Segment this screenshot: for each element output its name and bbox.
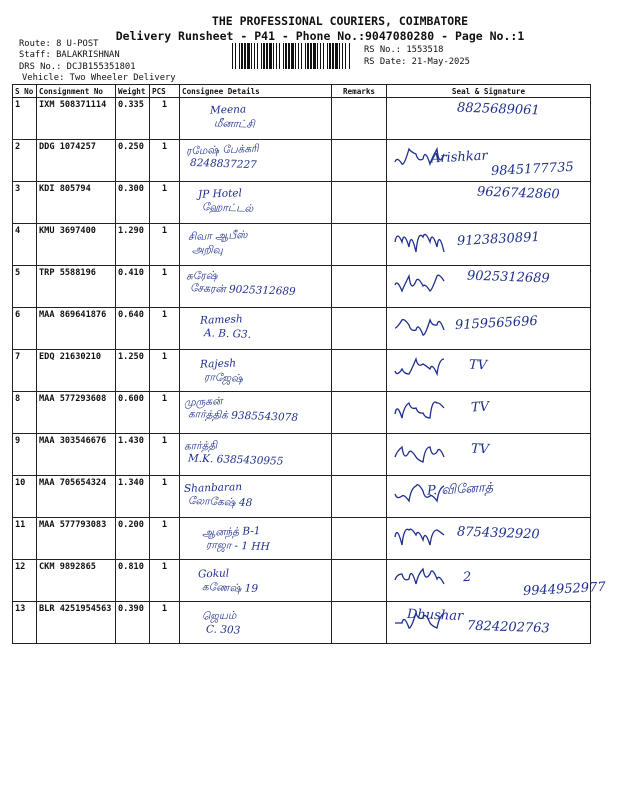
signature-handwriting: TV: [470, 399, 490, 416]
consignee-handwriting: ராஜேஷ்: [203, 371, 244, 385]
consignee-handwriting: முருகன்: [183, 395, 223, 409]
signature-handwriting: 7824202763: [466, 618, 550, 637]
consignment-cell: KDI 805794: [37, 182, 116, 224]
consignee-cell: [180, 98, 332, 140]
consignee-handwriting: லோகேஷ் 48: [187, 494, 253, 510]
signature-scribble: [393, 354, 453, 384]
consignee-cell: [180, 266, 332, 308]
pcs-cell: 1: [150, 308, 180, 350]
consignee-handwriting: சுரேஷ்: [185, 269, 218, 283]
pcs-cell: 1: [150, 476, 180, 518]
signature-handwriting: 9944952977: [522, 579, 607, 600]
consignee-handwriting: மீனாட்சி: [213, 117, 255, 131]
col-pcs: PCS: [150, 85, 180, 98]
table-row: [13, 98, 591, 140]
weight-cell: 0.410: [116, 266, 150, 308]
consignee-cell: [180, 392, 332, 434]
consignee-handwriting: Shanbaran: [183, 480, 243, 496]
weight-cell: 0.640: [116, 308, 150, 350]
col-sno: S No: [13, 85, 37, 98]
pcs-cell: 1: [150, 518, 180, 560]
remarks-cell: [332, 392, 387, 434]
consignee-handwriting: கார்த்தி: [183, 439, 218, 453]
signature-scribble: [393, 522, 453, 552]
weight-cell: 0.600: [116, 392, 150, 434]
runsheet-table: [12, 84, 607, 644]
consignee-handwriting: சேகரன் 9025312689: [189, 282, 296, 298]
signature-cell: [387, 266, 591, 308]
consignee-handwriting: ரமேஷ் பேக்கரி: [185, 142, 259, 158]
consignee-cell: [180, 560, 332, 602]
signature-cell: [387, 392, 591, 434]
sno-cell: 1: [13, 98, 37, 140]
consignee-cell: [180, 140, 332, 182]
signature-scribble: [393, 312, 453, 342]
signature-handwriting: Arishkar: [430, 148, 489, 167]
route-label: Route: 8 U-POST: [19, 39, 99, 49]
remarks-cell: [332, 518, 387, 560]
table-row: [13, 140, 591, 182]
weight-cell: 0.335: [116, 98, 150, 140]
table-row: [13, 560, 591, 602]
vehicle-label: Vehicle: Two Wheeler Delivery: [22, 73, 176, 83]
consignee-handwriting: சிவா ஆபீஸ்: [187, 228, 248, 244]
sno-cell: 10: [13, 476, 37, 518]
sno-cell: 7: [13, 350, 37, 392]
signature-handwriting: 9626742860: [476, 184, 560, 203]
signature-handwriting: 8825689061: [456, 100, 540, 119]
consignee-handwriting: 8248837227: [189, 156, 258, 172]
signature-handwriting: Dhushar: [406, 607, 464, 624]
signature-handwriting: 8754392920: [456, 524, 540, 543]
signature-scribble: [393, 564, 453, 594]
consignee-cell: [180, 182, 332, 224]
signature-cell: [387, 140, 591, 182]
col-consignment: Consignment No: [37, 85, 116, 98]
drs-label: DRS No.: DCJB155351801: [19, 62, 136, 72]
sno-cell: 9: [13, 434, 37, 476]
rs-number: RS No.: 1553518: [364, 45, 444, 55]
runsheet-title: Delivery Runsheet - P41 - Phone No.:9047080280 - Page No.:1: [115, 29, 525, 43]
consignment-cell: KMU 3697400: [37, 224, 116, 266]
consignee-cell: [180, 308, 332, 350]
consignee-handwriting: ஹோட்டல்: [201, 201, 254, 215]
weight-cell: 1.250: [116, 350, 150, 392]
remarks-cell: [332, 350, 387, 392]
pcs-cell: 1: [150, 434, 180, 476]
consignee-handwriting: Gokul: [197, 567, 230, 581]
table-row: [13, 224, 591, 266]
consignee-handwriting: அறிவு: [191, 243, 223, 257]
consignee-cell: [180, 476, 332, 518]
remarks-cell: [332, 476, 387, 518]
consignment-cell: MAA 705654324: [37, 476, 116, 518]
table-row: [13, 434, 591, 476]
weight-cell: 1.340: [116, 476, 150, 518]
signature-cell: [387, 308, 591, 350]
sno-cell: 12: [13, 560, 37, 602]
table-row: [13, 518, 591, 560]
consignee-cell: [180, 350, 332, 392]
sno-cell: 5: [13, 266, 37, 308]
staff-label: Staff: BALAKRISHNAN: [19, 50, 120, 60]
table-row: [13, 266, 591, 308]
signature-handwriting: 9123830891: [456, 229, 541, 250]
consignment-cell: MAA 869641876: [37, 308, 116, 350]
consignee-handwriting: ஜெயம்: [201, 609, 237, 623]
table-row: [13, 392, 591, 434]
rs-date: RS Date: 21-May-2025: [364, 57, 470, 67]
signature-handwriting: 9025312689: [466, 268, 550, 287]
consignee-handwriting: Ramesh: [199, 313, 243, 327]
consignee-handwriting: ராஜா - 1 HH: [205, 538, 270, 554]
consignment-cell: MAA 577793083: [37, 518, 116, 560]
consignee-handwriting: Meena: [209, 103, 247, 117]
signature-handwriting: 9159565696: [454, 313, 539, 334]
sno-cell: 3: [13, 182, 37, 224]
table-row: [13, 182, 591, 224]
consignment-cell: EDQ 21630210: [37, 350, 116, 392]
pcs-cell: 1: [150, 98, 180, 140]
consignee-handwriting: M.K. 6385430955: [187, 452, 284, 468]
signature-cell: [387, 182, 591, 224]
consignment-cell: BLR 4251954563: [37, 602, 116, 644]
weight-cell: 1.290: [116, 224, 150, 266]
consignment-cell: DDG 1074257: [37, 140, 116, 182]
pcs-cell: 1: [150, 560, 180, 602]
signature-handwriting: 9845177735: [490, 159, 575, 180]
remarks-cell: [332, 98, 387, 140]
consignment-cell: MAA 303546676: [37, 434, 116, 476]
col-remarks: Remarks: [332, 85, 387, 98]
remarks-cell: [332, 266, 387, 308]
table-row: [13, 476, 591, 518]
sno-cell: 8: [13, 392, 37, 434]
consignee-cell: [180, 224, 332, 266]
consignee-handwriting: Rajesh: [199, 357, 237, 371]
signature-handwriting: TV: [468, 357, 488, 374]
consignment-cell: CKM 9892865: [37, 560, 116, 602]
table-row: [13, 308, 591, 350]
pcs-cell: 1: [150, 140, 180, 182]
col-consignee: Consignee Details: [180, 85, 332, 98]
pcs-cell: 1: [150, 266, 180, 308]
consignee-cell: [180, 518, 332, 560]
sno-cell: 13: [13, 602, 37, 644]
signature-handwriting: TV: [470, 441, 490, 458]
table-row: [13, 602, 591, 644]
signature-scribble: [393, 228, 453, 258]
signature-handwriting: 2: [462, 569, 472, 586]
signature-cell: [387, 98, 591, 140]
weight-cell: 0.200: [116, 518, 150, 560]
consignee-handwriting: கணேஷ் 19: [201, 581, 259, 595]
signature-scribble: [393, 396, 453, 426]
pcs-cell: 1: [150, 224, 180, 266]
consignment-cell: TRP 5588196: [37, 266, 116, 308]
remarks-cell: [332, 140, 387, 182]
pcs-cell: 1: [150, 602, 180, 644]
remarks-cell: [332, 182, 387, 224]
sno-cell: 11: [13, 518, 37, 560]
consignee-handwriting: கார்த்திக் 9385543078: [187, 408, 299, 424]
remarks-cell: [332, 224, 387, 266]
signature-cell: [387, 476, 591, 518]
signature-cell: [387, 518, 591, 560]
consignee-cell: [180, 602, 332, 644]
consignee-handwriting: C. 303: [205, 623, 241, 637]
pcs-cell: 1: [150, 350, 180, 392]
signature-cell: [387, 560, 607, 602]
consignee-handwriting: A. B. G3.: [203, 327, 252, 341]
company-title: THE PROFESSIONAL COURIERS, COIMBATORE: [211, 14, 469, 28]
sno-cell: 2: [13, 140, 37, 182]
consignee-cell: [180, 434, 332, 476]
table-header-row: [13, 85, 591, 98]
weight-cell: 0.810: [116, 560, 150, 602]
consignment-cell: IXM 508371114: [37, 98, 116, 140]
remarks-cell: [332, 602, 387, 644]
weight-cell: 0.300: [116, 182, 150, 224]
weight-cell: 0.250: [116, 140, 150, 182]
signature-handwriting: P. வினோத்: [426, 480, 494, 499]
signature-cell: [387, 602, 591, 644]
remarks-cell: [332, 560, 387, 602]
signature-scribble: [393, 438, 453, 468]
col-signature: Seal & Signature: [387, 85, 591, 98]
barcode-icon: [232, 43, 350, 69]
col-weight: Weight: [116, 85, 150, 98]
weight-cell: 1.430: [116, 434, 150, 476]
weight-cell: 0.390: [116, 602, 150, 644]
remarks-cell: [332, 434, 387, 476]
consignee-handwriting: ஆனந்த் B-1: [201, 524, 261, 540]
table-row: [13, 350, 591, 392]
remarks-cell: [332, 308, 387, 350]
sno-cell: 6: [13, 308, 37, 350]
signature-cell: [387, 224, 591, 266]
signature-cell: [387, 350, 591, 392]
pcs-cell: 1: [150, 392, 180, 434]
signature-scribble: [393, 270, 453, 300]
pcs-cell: 1: [150, 182, 180, 224]
consignee-handwriting: JP Hotel: [197, 187, 243, 201]
signature-cell: [387, 434, 591, 476]
consignment-cell: MAA 577293608: [37, 392, 116, 434]
sno-cell: 4: [13, 224, 37, 266]
